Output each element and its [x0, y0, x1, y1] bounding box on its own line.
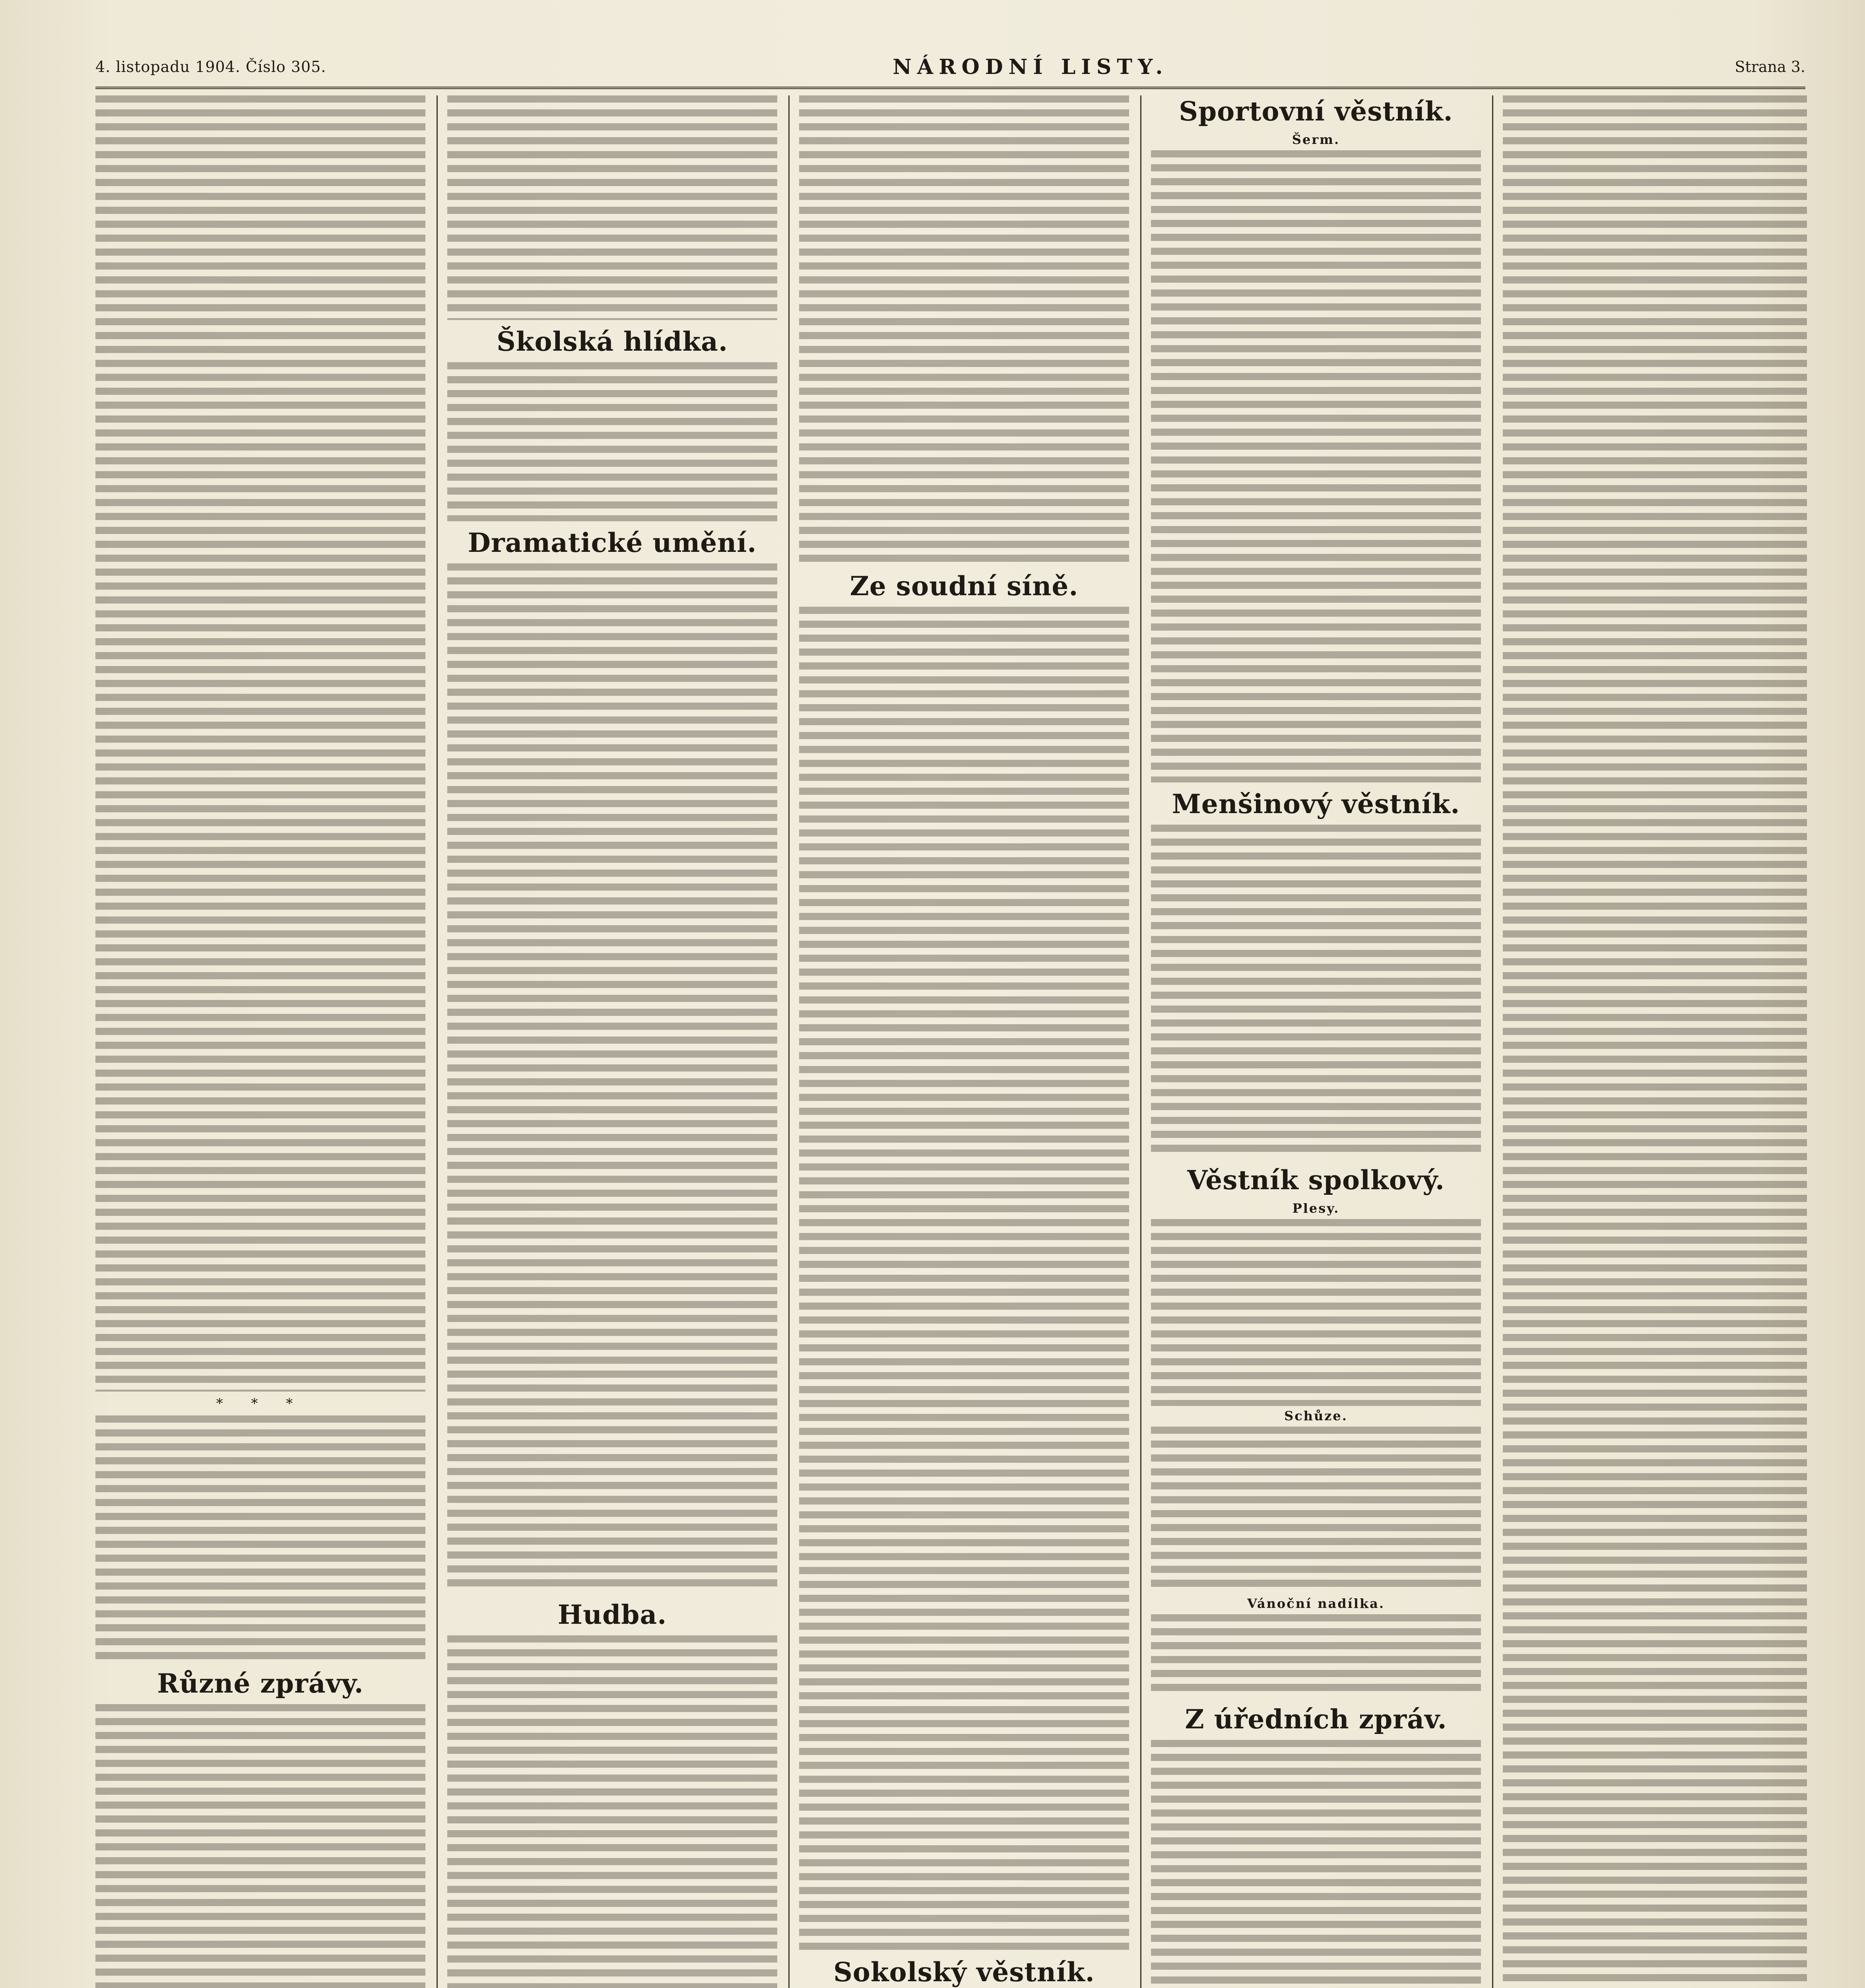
subheading-serm: Šerm.	[1292, 132, 1340, 147]
column-2	[447, 95, 777, 1988]
column-rule	[1492, 95, 1493, 1988]
section-heading-mensinovy-vestnik: Menšinový věstník.	[1172, 788, 1460, 819]
news-text-block	[447, 1635, 777, 1988]
news-text-block	[95, 1415, 425, 1662]
news-text-block	[1151, 825, 1481, 1159]
news-text-block	[799, 95, 1129, 565]
columns-area	[95, 95, 1807, 1988]
section-heading-hudba: Hudba.	[557, 1599, 667, 1630]
news-text-block	[799, 607, 1129, 1951]
news-text-block	[95, 95, 425, 1392]
news-text-block	[1151, 1614, 1481, 1698]
news-text-block	[1151, 1219, 1481, 1406]
column-3	[799, 95, 1129, 1988]
section-heading-vestnik-spolkovy: Věstník spolkový.	[1187, 1165, 1445, 1196]
news-text-block	[95, 1704, 425, 1988]
column-5	[1503, 95, 1807, 1988]
news-text-block	[447, 563, 777, 1593]
news-text-block	[1151, 1740, 1481, 1988]
news-text-block	[1503, 95, 1807, 1988]
section-heading-ruzne-zpravy: Různé zprávy.	[157, 1668, 364, 1699]
issue-date-number: 4. listopadu 1904. Číslo 305.	[95, 58, 326, 76]
subheading-plesy: Plesy.	[1292, 1201, 1340, 1216]
section-heading-z-uradnich-zprav: Z úředních zpráv.	[1185, 1704, 1447, 1735]
column-1	[95, 95, 425, 1988]
page-header	[95, 47, 1805, 89]
news-text-block	[1151, 1427, 1481, 1594]
news-text-block	[1151, 150, 1481, 782]
subheading-schuze: Schůze.	[1284, 1408, 1348, 1423]
section-heading-ze-soudni-sine: Ze soudní síně.	[850, 571, 1079, 602]
masthead-title: NÁRODNÍ LISTY.	[893, 54, 1168, 79]
section-heading-skolska-hlidka: Školská hlídka.	[497, 326, 728, 357]
page-number: Strana 3.	[1735, 58, 1805, 76]
column-rule	[788, 95, 790, 1988]
news-text-block	[447, 362, 777, 521]
section-heading-dramaticke-umeni: Dramatické umění.	[468, 527, 757, 558]
column-rule	[437, 95, 438, 1988]
section-stars: * * *	[216, 1396, 305, 1411]
section-heading-sportovni-vestnik: Sportovní věstník.	[1179, 96, 1453, 127]
subheading-vanocni-nadilka: Vánoční nadílka.	[1247, 1596, 1385, 1611]
column-4	[1151, 95, 1481, 1988]
news-text-block	[447, 95, 777, 320]
section-heading-sokolsky-vestnik: Sokolský věstník.	[833, 1957, 1095, 1988]
column-rule	[1140, 95, 1141, 1988]
